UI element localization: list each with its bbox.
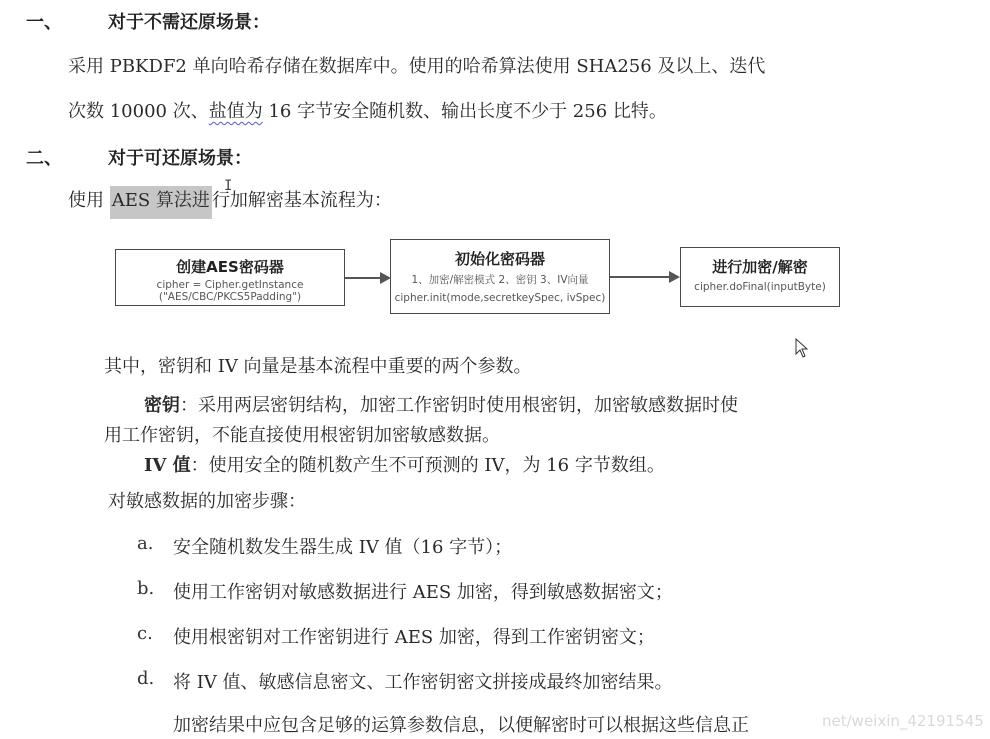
section2-number: 二、: [26, 148, 62, 169]
step-marker: b.: [137, 578, 155, 599]
step-text: 使用根密钥对工作密钥进行 AES 加密，得到工作密钥密文；: [173, 627, 655, 648]
iv-text: ：使用安全的随机数产生不可预测的 IV，为 16 字节数组。: [190, 455, 665, 476]
iv-label: IV 值: [144, 455, 191, 476]
flow-box-line: cipher.doFinal(inputByte): [694, 281, 826, 293]
flow-box-line: 1、加密/解密模式 2、密钥 3、IV向量: [411, 274, 589, 286]
flow-box-do-final: [680, 247, 840, 307]
flow-box-init-cipher: [390, 239, 610, 314]
iv-paragraph: [144, 451, 665, 477]
section1-heading: 对于不需还原场景：: [108, 12, 270, 33]
flow-box-line: ("AES/CBC/PKCS5Padding"): [158, 291, 302, 303]
watermark: net/weixin_42191545: [822, 712, 984, 730]
section1-line2-suffix: 16 字节安全随机数、输出长度不少于 256 比特。: [262, 101, 667, 122]
key-paragraph-line2: 用工作密钥，不能直接使用根密钥加密敏感数据。: [104, 425, 500, 446]
selected-text[interactable]: AES 算法进: [110, 186, 212, 219]
key-paragraph-line1: [144, 391, 738, 417]
flow-box-line: cipher.init(mode,secretkeySpec, ivSpec): [394, 292, 606, 304]
flow-box-title: 初始化密码器: [454, 250, 545, 268]
final-line: 加密结果中应包含足够的运算参数信息，以便解密时可以根据这些信息正: [173, 715, 749, 736]
section2-heading: 对于可还原场景：: [108, 148, 252, 169]
step-text: 安全随机数发生器生成 IV 值（16 字节）；: [173, 537, 513, 558]
text-cursor-icon: I: [224, 178, 233, 194]
section1-number: 一、: [26, 12, 62, 33]
key-text: ：采用两层密钥结构，加密工作密钥时使用根密钥，加密敏感数据时使: [180, 395, 738, 416]
step-text: 使用工作密钥对敏感数据进行 AES 加密，得到敏感数据密文；: [173, 582, 673, 603]
key-label: 密钥: [144, 395, 180, 416]
flow-arrow-icon: [610, 276, 678, 278]
params-line: 其中，密钥和 IV 向量是基本流程中重要的两个参数。: [104, 356, 532, 377]
step-marker: c.: [137, 623, 153, 644]
step-marker: d.: [137, 668, 155, 689]
section1-line1: 采用 PBKDF2 单向哈希存储在数据库中。使用的哈希算法使用 SHA256 及以上、迭代: [68, 56, 766, 77]
section1-line2: [68, 97, 667, 123]
flow-box-title: 创建AES密码器: [176, 258, 284, 276]
step-text: 将 IV 值、敏感信息密文、工作密钥密文拼接成最终加密结果。: [173, 672, 673, 693]
section1-line2-prefix: 次数 10000 次、: [68, 101, 209, 122]
flow-arrow-icon: [345, 277, 389, 279]
step-marker: a.: [137, 533, 154, 554]
mouse-pointer-icon: [795, 338, 809, 358]
intro-prefix: 使用: [68, 190, 110, 211]
flow-box-create-cipher: [115, 249, 345, 306]
flow-box-line: cipher = Cipher.getInstance: [156, 279, 304, 291]
flow-box-title: 进行加密/解密: [712, 258, 808, 276]
intro-suffix: 行加解密基本流程为：: [211, 190, 392, 211]
steps-heading: 对敏感数据的加密步骤：: [108, 491, 306, 512]
spellcheck-underlined-text[interactable]: 盐值为: [208, 101, 263, 122]
